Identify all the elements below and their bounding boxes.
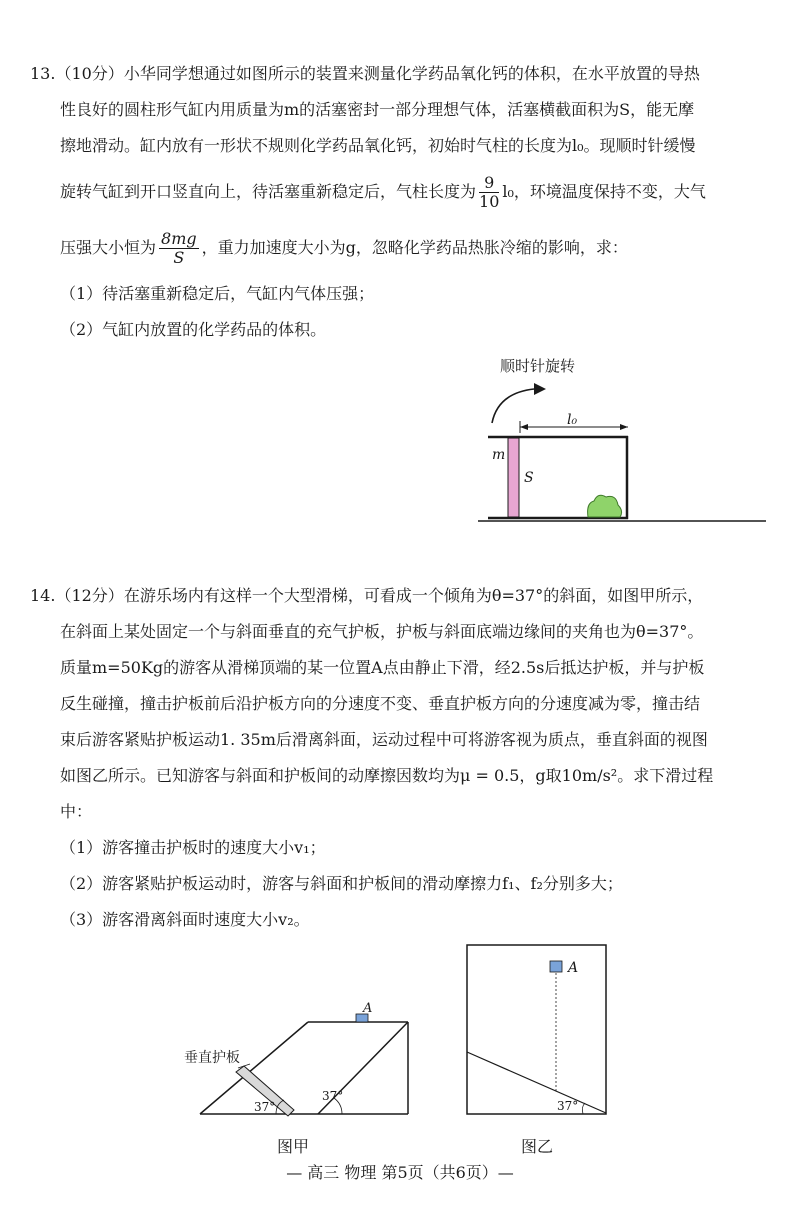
- q14-number: 14.（12分）: [30, 586, 124, 605]
- block-a-plan: [550, 961, 562, 972]
- q14-text1: 在游乐场内有这样一个大型滑梯，可看成一个倾角为θ=37°的斜面，如图甲所示，: [123, 586, 704, 605]
- block-a-label: A: [363, 1001, 373, 1016]
- page-footer: — 高三 物理 第5页（共6页）—: [286, 1163, 514, 1182]
- q13-line3: 擦地滑动。缸内放有一形状不规则化学药品氧化钙，初始时气柱的长度为l₀。现顺时针缓慢: [60, 136, 696, 155]
- rotate-label: 顺时针旋转: [500, 357, 576, 375]
- q13-line5: [30, 220, 775, 276]
- q14-line1: [30, 578, 775, 614]
- q14-line2: 在斜面上某处固定一个与斜面垂直的充气护板，护板与斜面底端边缘间的夹角也为θ=37°。: [60, 622, 704, 641]
- angle-label-b: 37°: [557, 1099, 579, 1113]
- rotate-arrow-icon: [492, 389, 534, 423]
- q13-line4b: l₀，环境温度保持不变，大气: [502, 182, 706, 201]
- figure-b-caption: 图乙: [521, 1137, 554, 1156]
- question-13: [30, 56, 775, 348]
- q14-sub3: （3）游客滑离斜面时速度大小v₂。: [60, 910, 310, 929]
- rotate-arrowhead-icon: [534, 383, 546, 395]
- q13-sub1: （1）待活塞重新稳定后，气缸内气体压强；: [60, 284, 375, 303]
- q13-number: 13.（10分）: [30, 64, 124, 83]
- q13-line4a: 旋转气缸到开口竖直向上，待活塞重新稳定后，气柱长度为: [60, 182, 477, 201]
- figure-a-caption: 图甲: [277, 1137, 310, 1156]
- block-a-plan-label: A: [568, 960, 579, 976]
- q13-line5a: 压强大小恒为: [60, 238, 157, 257]
- q13-line5b: ，重力加速度大小为g，忽略化学药品热胀冷缩的影响，求：: [201, 238, 628, 257]
- q13-line2: 性良好的圆柱形气缸内用质量为m的活塞密封一部分理想气体，活塞横截面积为S，能无摩: [60, 100, 695, 119]
- q13-sub2: （2）气缸内放置的化学药品的体积。: [60, 320, 327, 339]
- q13-cylinder-figure: [470, 345, 770, 535]
- angle-label-2: 37°: [322, 1089, 344, 1103]
- angle-label-1: 37°: [254, 1100, 276, 1114]
- mass-label: m: [492, 447, 506, 463]
- q13-fraction-8mg-s: [159, 230, 199, 267]
- frac2-den: S: [173, 248, 185, 267]
- question-14: [30, 578, 775, 938]
- length-label: l₀: [567, 412, 578, 428]
- q14-line5: 束后游客紧贴护板运动1. 35m后滑离斜面，运动过程中可将游客视为质点，垂直斜面的视图: [60, 730, 708, 749]
- frac1-num: 9: [479, 174, 499, 193]
- q13-line1: [30, 56, 775, 92]
- length-arrow-left-icon: [520, 424, 528, 430]
- piston: [508, 438, 519, 517]
- q13-fraction-9-10: [479, 174, 499, 211]
- board-label: 垂直护板: [184, 1050, 240, 1066]
- q14-sub1: （1）游客撞击护板时的速度大小v₁；: [60, 838, 326, 857]
- q14-figure-b: [465, 943, 610, 1118]
- angle-arc-b: [582, 1103, 585, 1114]
- q14-figure-a: [180, 1000, 430, 1125]
- area-label: S: [524, 470, 534, 486]
- frac2-num: 8mg: [161, 229, 197, 248]
- q14-line3: 质量m=50Kg的游客从滑梯顶端的某一位置A点由静止下滑，经2.5s后抵达护板，并与护板: [60, 658, 705, 677]
- q14-line7: 中：: [60, 802, 93, 821]
- length-arrow-right-icon: [620, 424, 628, 430]
- board-line: [467, 1052, 606, 1113]
- q13-line4: [30, 164, 775, 220]
- q14-line6: 如图乙所示。已知游客与斜面和护板间的动摩擦因数均为μ = 0.5，g取10m/s²。求下滑过程: [60, 766, 714, 785]
- figure-b-frame: [467, 945, 606, 1114]
- q13-text1: 小华同学想通过如图所示的装置来测量化学药品氧化钙的体积，在水平放置的导热: [123, 64, 700, 83]
- q14-sub2: （2）游客紧贴护板运动时，游客与斜面和护板间的滑动摩擦力f₁、f₂分别多大；: [60, 874, 623, 893]
- chemical-blob: [588, 495, 622, 517]
- frac1-den: 10: [479, 192, 500, 211]
- q14-line4: 反生碰撞，撞击护板前后沿护板方向的分速度不变、垂直护板方向的分速度减为零，撞击结: [60, 694, 701, 713]
